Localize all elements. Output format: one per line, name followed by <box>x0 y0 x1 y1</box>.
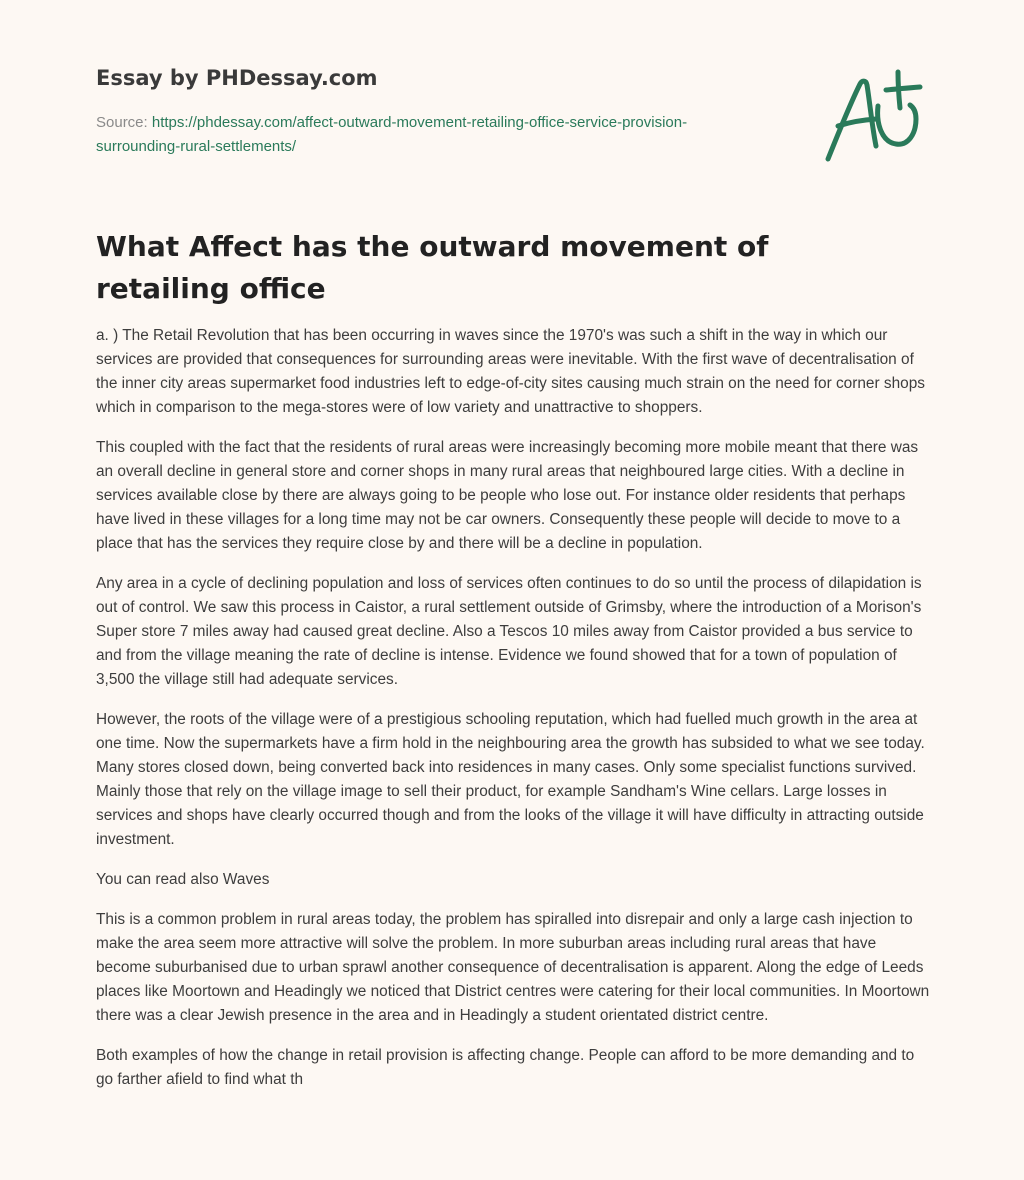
site-brand: Essay by PHDessay.com <box>96 66 378 90</box>
essay-paragraph: This coupled with the fact that the residents of rural areas were increasingly becoming more mobile meant that there was an overall decline in general store and corner shops in many rural areas that neighboured large cities. With a decline in services available close by there are always going to be people who lose out. For instance older residents that perhaps have lived in these villages for a long time may not be car owners. Consequently these people will decide to move to a place that has the services they require close by and there will be a decline in population. <box>96 439 919 552</box>
a-plus-logo-icon <box>816 64 936 174</box>
source-link[interactable]: https://phdessay.com/affect-outward-movement-retailing-office-service-provision-surrounding-rural-settlements/ <box>96 114 688 155</box>
read-also-link[interactable]: You can read also Waves <box>96 871 270 888</box>
essay-paragraph: Any area in a cycle of declining population and loss of services often continues to do so until the process of dilapidation is out of control. We saw this process in Caistor, a rural settlement outside of Grimsby, where the introduction of a Morison's Super store 7 miles away had caused great decline. Also a Tescos 10 miles away from Caistor provided a bus service to and from the village meaning the rate of decline is intense. Evidence we found showed that for a town of population of 3,500 the village still had adequate services. <box>96 575 922 688</box>
essay-body <box>96 324 934 1108</box>
source-line <box>96 111 736 159</box>
essay-paragraph: Both examples of how the change in retail provision is affecting change. People can afford to be more demanding and to go farther afield to find what th <box>96 1047 915 1088</box>
essay-paragraph: This is a common problem in rural areas today, the problem has spiralled into disrepair and only a large cash injection to make the area seem more attractive will solve the problem. In more suburban areas including rural areas that have become suburbanised due to urban sprawl another consequence of decentralisation is apparent. Along the edge of Leeds places like Moortown and Headingly we noticed that District centres were catering for their local communities. In Moortown there was a clear Jewish presence in the area and in Headingly a student orientated district centre. <box>96 911 930 1024</box>
essay-paragraph: a. ) The Retail Revolution that has been occurring in waves since the 1970's was such a shift in the way in which our services are provided that consequences for surrounding areas were inevitable. With the first wave of decentralisation of the inner city areas supermarket food industries left to edge-of-city sites causing much strain on the need for corner shops which in comparison to the mega-stores were of low variety and unattractive to shoppers. <box>96 327 925 416</box>
source-label: Source: <box>96 114 148 131</box>
essay-paragraph: However, the roots of the village were of a prestigious schooling reputation, which had fuelled much growth in the area at one time. Now the supermarkets have a firm hold in the neighbouring area the growth has subsided to what we see today. Many stores closed down, being converted back into residences in many cases. Only some specialist functions survived. Mainly those that rely on the village image to sell their product, for example Sandham's Wine cellars. Large losses in services and shops have clearly occurred though and from the looks of the village it will have difficulty in attracting outside investment. <box>96 711 925 848</box>
essay-title: What Affect has the outward movement of retailing office <box>96 230 769 305</box>
